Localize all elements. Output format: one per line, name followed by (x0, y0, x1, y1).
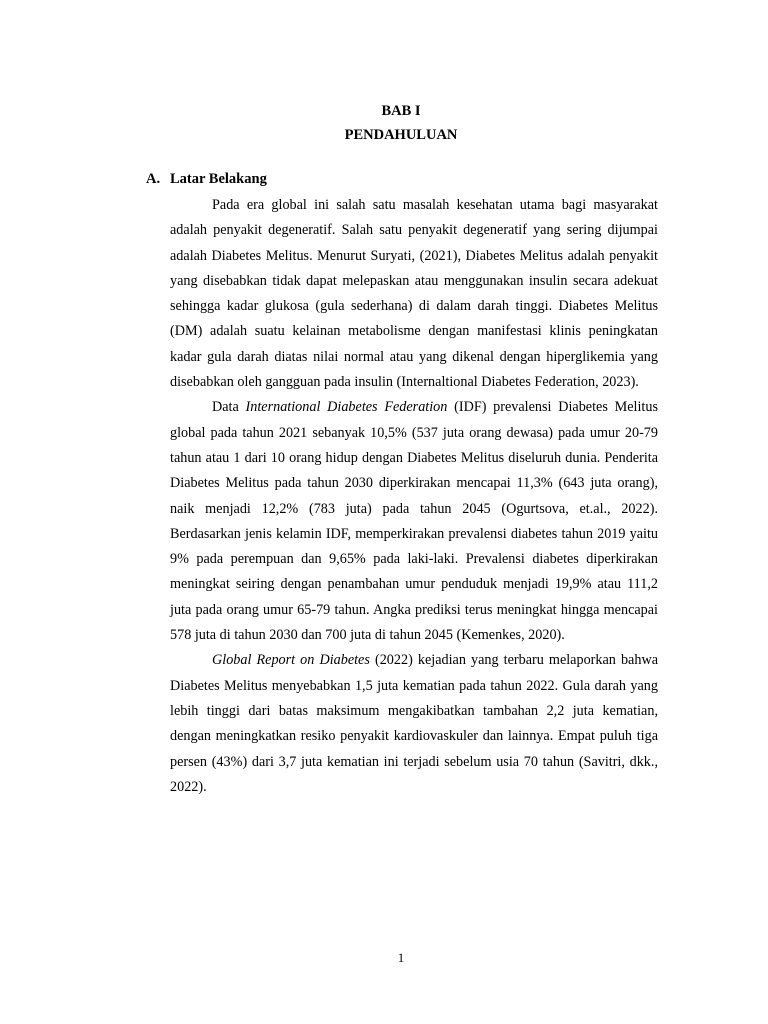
paragraph-text: (2022) kejadian yang terbaru melaporkan bahwa Diabetes Melitus menyebabkan 1,5 juta kematian pada tahun 2022. Gula darah yang lebih tinggi dari batas maksimum mengakibatkan tambahan 2,2 juta kematian, dengan meningkatkan resiko penyakit kardiovaskuler dan lainnya. Empat puluh tiga persen (43%) dari 3,7 juta kematian ini terjadi sebelum usia 70 tahun (Savitri, dkk., 2022). (170, 652, 658, 795)
body-text (170, 193, 658, 800)
paragraph (170, 193, 658, 395)
section-heading (146, 170, 267, 188)
section-letter: A. (146, 171, 161, 187)
section-title: Latar Belakang (170, 171, 267, 187)
paragraph-lead-italic: International Diabetes Federation (245, 399, 448, 416)
chapter-title: PENDAHULUAN (344, 127, 458, 143)
paragraph-text: Pada era global ini salah satu masalah kesehatan utama bagi masyarakat adalah penyakit degeneratif. Salah satu penyakit degeneratif yang sering dijumpai adalah Diabetes Melitus. Menurut Suryati, (2021), Diabetes Melitus adalah penyakit yang disebabkan tidak dapat melepaskan atau menggunakan insulin secara adekuat sehingga kadar glukosa (gula sederhana) di dalam darah tinggi. Diabetes Melitus (DM) adalah suatu kelainan metabolisme dengan manifestasi klinis peningkatan kadar gula darah diatas nilai normal atau yang dikenal dengan hiperglikemia yang disebabkan oleh gangguan pada insulin (Internaltional Diabetes Federation, 2023). (170, 197, 658, 391)
paragraph-text: (IDF) prevalensi Diabetes Melitus global pada tahun 2021 sebanyak 10,5% (537 juta orang dewasa) pada umur 20-79 tahun atau 1 dari 10 orang hidup dengan Diabetes Melitus diseluruh dunia. Penderita Diabetes Melitus pada tahun 2030 diperkirakan mencapai 11,3% (643 juta orang), naik menjadi 12,2% (783 juta) pada tahun 2045 (Ogurtsova, et.al., 2022). Berdasarkan jenis kelamin IDF, memperkirakan prevalensi diabetes tahun 2019 yaitu 9% pada perempuan dan 9,65% pada laki-laki. Prevalensi diabetes diperkirakan meningkat seiring dengan penambahan umur penduduk menjadi 19,9% atau 111,2 juta pada orang umur 65-79 tahun. Angka prediksi terus meningkat hingga mencapai 578 juta di tahun 2030 dan 700 juta di tahun 2045 (Kemenkes, 2020). (170, 399, 658, 644)
chapter-number: BAB I (381, 103, 421, 119)
page-number: 1 (397, 950, 405, 965)
paragraph (170, 648, 658, 800)
paragraph (170, 395, 658, 648)
paragraph-lead: Data (212, 399, 246, 416)
paragraph-lead-italic: Global Report on Diabetes (212, 652, 370, 669)
